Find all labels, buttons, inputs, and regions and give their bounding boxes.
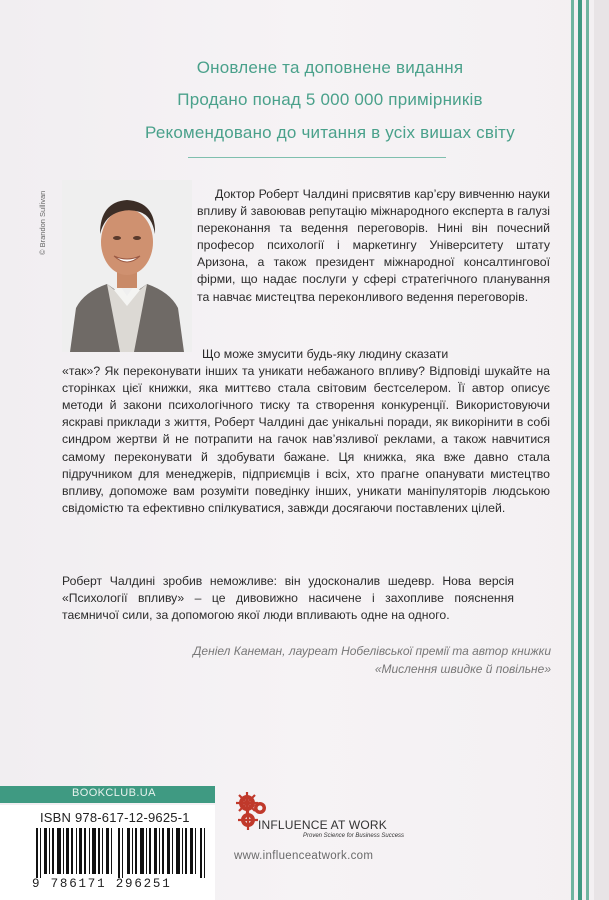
stripe	[586, 0, 589, 900]
author-bio: Доктор Роберт Чалдині присвятив кар’єру вивченню науки впливу й завоював репутацію міжнародного експерта в галузі переконання та ведення переговорів. Нині він почесний професор психології і маркетингу Університету штату Аризона, а також президент міжнародної консалтингової фірми, що надає послуги у сфері стратегічного планування та навчає мистецтва переконливого ведення переговорів.	[197, 187, 550, 304]
author-photo	[62, 180, 192, 352]
headline-sales: Продано понад 5 000 000 примірників	[177, 90, 483, 109]
endorsement-quote: Роберт Чалдині зробив неможливе: він удосконалив шедевр. Нова версія «Психології впливу» – це дивовижно насичене і захопливе пояснення таємничої сили, за допомогою якої люди впливають одне на одного.	[62, 574, 514, 622]
logo-name: INFLUENCE AT WORK	[258, 818, 387, 832]
stripe	[571, 0, 574, 900]
endorsement-attribution: Деніел Канеман, лауреат Нобелівської премії та автор книжки	[192, 644, 551, 658]
isbn-label: ISBN 978-617-12-9625-1	[40, 810, 190, 825]
headline-edition: Оновлене та доповнене видання	[196, 58, 464, 77]
headline-recommendation: Рекомендовано до читання в усіх вишах світу	[145, 123, 515, 142]
barcode	[36, 828, 210, 878]
photo-credit: © Brandon Sullivan	[38, 190, 47, 255]
barcode-digits: 9 786171 296251	[32, 877, 172, 891]
stripe	[594, 0, 609, 900]
website-url: www.influenceatwork.com	[234, 850, 374, 862]
endorsement-book-title: «Мислення швидке й повільне»	[374, 662, 551, 676]
logo-tagline: Proven Science for Business Success	[303, 833, 405, 839]
publisher-bar	[0, 786, 215, 803]
stripe	[578, 0, 582, 900]
divider	[188, 157, 446, 158]
book-description	[62, 346, 550, 517]
description-lead: Що може змусити будь-яку людину сказати	[202, 347, 449, 361]
decorative-stripes	[569, 0, 609, 900]
publisher-site: BOOKCLUB.UA	[72, 787, 156, 799]
description-body: «так»? Як переконувати інших та уникати небажаного впливу? Відповіді шукайте на сторінках цієї книжки, яка миттєво стала світовим бестселером. Її автор описує методи й закони психологічного тиску та створення конкуренції. Використовуючи яскраві приклади з життя, Роберт Чалдині дає унікальні поради, як викорінити в собі синдром жертви й не потрапити на гачок нав’язливої реклами, а також навчитися самому переконувати й здобувати бажане. Ця книжка, яка вже давно стала підручником для менеджерів, підприємців і всіх, хто прагне опанувати мистецтво впливу, допоможе вам розуміти поведінку інших, уникати маніпуляторів людською свідомістю та ефективно спілкуватися, завжди досягаючи поставлених цілей.	[62, 364, 550, 515]
